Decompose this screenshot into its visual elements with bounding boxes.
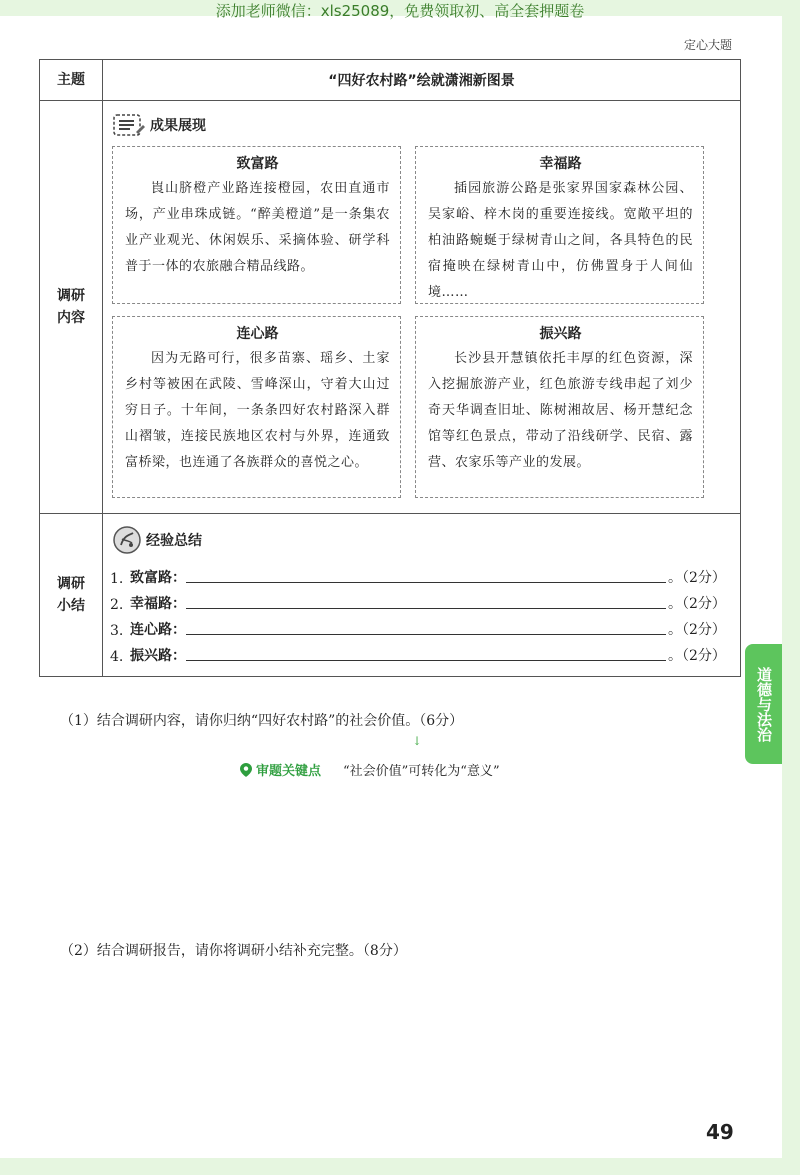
keypoint-text: “社会价值”可转化为“意义”: [343, 764, 500, 779]
answer-line[interactable]: [186, 620, 666, 635]
card-body: 长沙县开慧镇依托丰厚的红色资源，深入挖掘旅游产业，红色旅游专线串起了刘少奇天华调查旧址、陈树湘故居、杨开慧纪念馆等红色景点，带动了沿线研学、民宿、露营、农家乐等产业的发展。: [428, 351, 693, 470]
down-arrow-icon: ↓: [412, 734, 423, 748]
card-body: 插园旅游公路是张家界国家森林公园、吴家峪、梓木岗的重要连接线。宽敞平坦的柏油路蜿蜒于绿树青山之间，各具特色的民宿掩映在绿树青山中，仿佛置身于人间仙境……: [428, 181, 693, 300]
summary-label: 调研 小结: [40, 514, 103, 677]
card-body: 因为无路可行，很多苗寨、瑶乡、土家乡村等被困在武陵、雪峰深山，守着大山过穷日子。十年间，一条条四好农村路深入群山褶皱，连接民族地区农村与外界，连通致富桥梁，也连通了各族群众的喜悦之心。: [125, 351, 390, 470]
theme-title: “四好农村路”绘就潇湘新图景: [103, 60, 741, 101]
item-score: 。（2分）: [668, 622, 726, 638]
report-icon: [112, 112, 146, 138]
research-content-label: 调研 内容: [40, 101, 103, 514]
results-cards: [112, 146, 739, 498]
section-tag: 定心大题: [684, 38, 733, 52]
card-xingfu: [415, 146, 704, 304]
card-title: 连心路: [236, 326, 279, 342]
keypoint-label: 审题关键点: [256, 764, 322, 779]
card-lianxin: [112, 316, 401, 498]
research-table: [39, 59, 741, 677]
item-score: 。（2分）: [668, 570, 726, 586]
location-pin-icon: [240, 763, 252, 777]
list-item: [110, 587, 739, 613]
item-road: 致富路：: [130, 570, 186, 586]
results-heading: [112, 112, 739, 138]
theme-label: 主题: [40, 60, 103, 101]
answer-line[interactable]: [186, 646, 666, 661]
item-road: 振兴路：: [130, 648, 186, 664]
answer-line[interactable]: [186, 594, 666, 609]
list-item: [110, 561, 739, 587]
item-number: 2.: [110, 597, 124, 613]
summary-list: [110, 561, 739, 665]
answer-line[interactable]: [186, 568, 666, 583]
card-title: 振兴路: [539, 326, 582, 342]
summary-cell: [103, 514, 741, 677]
item-score: 。（2分）: [668, 648, 726, 664]
card-zhenxing: [415, 316, 704, 498]
experience-icon: [112, 525, 142, 555]
question-1: （1）结合调研内容，请你归纳“四好农村路”的社会价值。（6分）: [60, 713, 464, 729]
right-decor-strip: [782, 0, 800, 1175]
list-item: [110, 613, 739, 639]
subject-side-tab: 道德与法治: [745, 644, 782, 764]
card-zhifu: [112, 146, 401, 304]
item-road: 幸福路：: [130, 596, 186, 612]
card-body: 崀山脐橙产业路连接橙园，农田直通市场，产业串珠成链。“醉美橙道”是一条集农业产业观光、休闲娱乐、采摘体验、研学科普于一体的农旅融合精品线路。: [125, 181, 390, 274]
item-number: 1.: [110, 571, 124, 587]
card-title: 幸福路: [539, 156, 582, 172]
card-title: 致富路: [236, 156, 279, 172]
item-number: 4.: [110, 649, 124, 665]
summary-heading: [112, 525, 739, 555]
watermark-text: 添加老师微信：xls25089，免费领取初、高全套押题卷: [215, 2, 585, 20]
page-number: 49: [706, 1120, 734, 1144]
results-heading-text: 成果展现: [150, 118, 206, 134]
bottom-decor-strip: [0, 1158, 800, 1175]
item-number: 3.: [110, 623, 124, 639]
item-road: 连心路：: [130, 622, 186, 638]
question-2: （2）结合调研报告，请你将调研小结补充完整。（8分）: [60, 943, 407, 959]
item-score: 。（2分）: [668, 596, 726, 612]
summary-heading-text: 经验总结: [146, 533, 202, 549]
list-item: [110, 639, 739, 665]
keypoint-hint: [240, 760, 500, 779]
research-content-cell: [103, 101, 741, 514]
